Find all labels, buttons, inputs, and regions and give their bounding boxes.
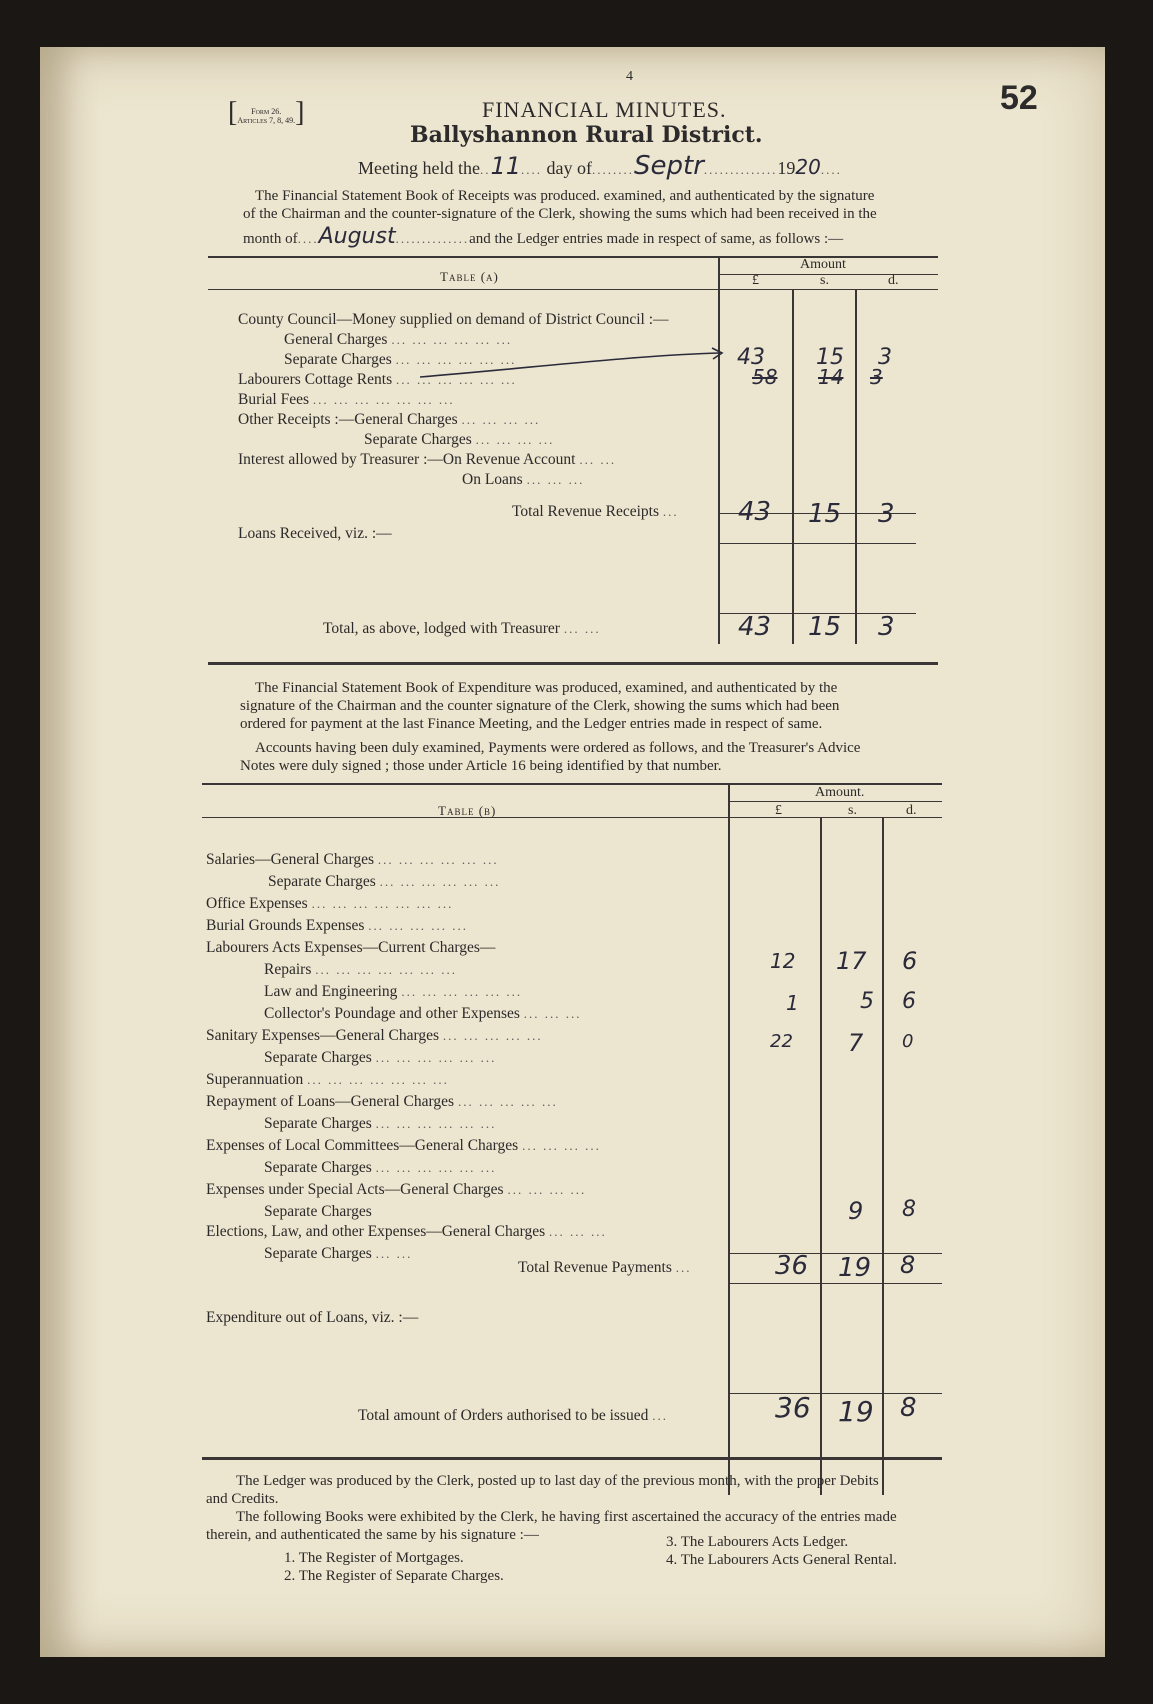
total-lodged-label: Total, as above, lodged with Treasurer ... ... <box>323 620 601 637</box>
expenditure-intro-line5: Notes were duly signed ; those under Article 16 being identified by that number. <box>240 758 722 774</box>
expenditure-intro-line4: Accounts having been duly examined, Payments were ordered as follows, and the Treasurer's Advice <box>255 740 861 756</box>
table-b-amount-header: Amount. <box>815 785 865 800</box>
poundage-shillings: 5 <box>860 989 874 1014</box>
total-orders-pence: 8 <box>900 1393 917 1423</box>
table-a-title: Table (a) <box>440 269 499 284</box>
row-label: Separate Charges <box>268 873 376 890</box>
table-b-header-rule <box>202 817 942 818</box>
book-item-3: 3. The Labourers Acts Ledger. <box>666 1534 849 1550</box>
total-receipts-shillings: 15 <box>808 499 842 529</box>
label: Total Revenue Receipts <box>512 503 659 520</box>
row-general-charges: General Charges ... ... ... ... ... ... <box>284 331 513 348</box>
poundage-pence: 6 <box>902 989 916 1014</box>
table-a-divider-1 <box>718 256 720 644</box>
meeting-line: Meeting held the..11.... day of........Septr..............1920.... <box>358 151 842 181</box>
table-row: Office Expenses ... ... ... ... ... ... ... <box>206 895 454 912</box>
table-row: Separate Charges ... ... ... ... ... ... <box>264 1115 497 1132</box>
table-a-col-d: d. <box>888 273 899 288</box>
total-payments-shillings: 19 <box>838 1253 872 1283</box>
month-value: August <box>318 224 396 249</box>
sanitary-pounds: 22 <box>770 1031 793 1052</box>
row-label: Superannuation <box>206 1071 304 1088</box>
loans-received-label: Loans Received, viz. :— <box>238 525 392 542</box>
label: Other Receipts :—General Charges <box>238 411 458 428</box>
expenditure-intro-line3: ordered for payment at the last Finance Meeting, and the Ledger entries made in respect of same. <box>240 716 823 732</box>
total-payments-pounds: 36 <box>775 1251 809 1281</box>
row-interest-revenue: Interest allowed by Treasurer :—On Revenue Account ... ... <box>238 451 617 468</box>
label: Labourers Cottage Rents <box>238 371 393 388</box>
expenditure-intro-line1: The Financial Statement Book of Expenditure was produced, examined, and authenticated by the <box>255 680 838 696</box>
footer-books-line3: The following Books were exhibited by the Clerk, he having first ascertained the accuracy of the entries made <box>236 1509 897 1525</box>
sep-charges-pence: 3 <box>878 345 892 370</box>
table-a-header-rule <box>208 289 938 290</box>
row-interest-loans: On Loans ... ... ... <box>462 471 585 488</box>
table-row: Separate Charges ... ... ... ... ... ... <box>264 1049 497 1066</box>
row-other-receipts: Other Receipts :—General Charges ... ... ... ... <box>238 411 541 428</box>
table-row: Superannuation ... ... ... ... ... ... ... <box>206 1071 449 1088</box>
table-row: Salaries—General Charges ... ... ... ... ... ... <box>206 851 499 868</box>
sanitary-pence: 0 <box>902 1031 914 1052</box>
table-row: Repairs ... ... ... ... ... ... ... <box>264 961 457 978</box>
table-row: Expenses of Local Committees—General Charges ... ... ... ... <box>206 1137 601 1154</box>
table-b-col-d: d. <box>906 803 917 818</box>
total-lodged-pence: 3 <box>878 612 895 642</box>
row-label: Expenses of Local Committees—General Charges <box>206 1137 519 1154</box>
table-b-col-s: s. <box>848 803 857 818</box>
form-articles: Articles 7, 8, 49. <box>237 115 296 125</box>
sep-charges-shillings: 15 <box>816 345 844 370</box>
row-label: Office Expenses <box>206 895 308 912</box>
row-label: Separate Charges <box>264 1049 372 1066</box>
total-lodged-shillings: 15 <box>808 612 842 642</box>
expenditure-loans-label: Expenditure out of Loans, viz. :— <box>206 1309 419 1326</box>
struck-rents-pence: 3 <box>870 365 883 389</box>
table-b-divider-1 <box>728 783 730 1495</box>
ledger-page <box>40 47 1105 1657</box>
footer-ledger-line2: and Credits. <box>206 1491 279 1507</box>
row-label: Salaries—General Charges <box>206 851 375 868</box>
total-payments-pence: 8 <box>900 1251 916 1279</box>
row-label: Repairs <box>264 961 312 978</box>
row-label: Elections, Law, and other Expenses—General Charges <box>206 1223 546 1240</box>
receipts-intro-line3: month of....August..............and the Ledger entries made in respect of same, as follows :— <box>243 224 844 249</box>
table-row: Elections, Law, and other Expenses—General Charges ... ... ... <box>206 1223 607 1240</box>
row-label: Separate Charges <box>264 1159 372 1176</box>
month-suffix: and the Ledger entries made in respect of same, as follows :— <box>469 231 844 247</box>
sep-charges-pounds: 43 <box>737 345 765 370</box>
special-acts-pence: 8 <box>902 1197 916 1222</box>
table-row: Repayment of Loans—General Charges ... ... ... ... ... <box>206 1093 558 1110</box>
table-a-divider-3 <box>855 290 857 644</box>
table-row: Collector's Poundage and other Expenses ... ... ... <box>264 1005 582 1022</box>
table-row: Expenses under Special Acts—General Charges ... ... ... ... <box>206 1181 587 1198</box>
total-receipts-pounds: 43 <box>738 497 772 527</box>
meeting-year: 20 <box>795 155 821 179</box>
table-row: Sanitary Expenses—General Charges ... ... ... ... ... <box>206 1027 543 1044</box>
row-other-separate: Separate Charges ... ... ... ... <box>364 431 555 448</box>
repairs-pence: 6 <box>902 947 918 975</box>
table-row: Separate Charges ... ... ... ... ... ... <box>268 873 501 890</box>
row-label: Labourers Acts Expenses—Current Charges— <box>206 939 496 956</box>
table-row <box>264 1203 372 1221</box>
label: Separate Charges <box>284 351 392 368</box>
meeting-prefix: Meeting held the <box>358 158 480 178</box>
row-label: Separate Charges <box>264 1203 372 1220</box>
total-receipts-pence: 3 <box>878 499 895 529</box>
struck-rents-pounds: 58 <box>752 365 778 389</box>
page-title: FINANCIAL MINUTES. <box>482 97 727 122</box>
receipts-intro-line2: of the Chairman and the counter-signature of the Clerk, showing the sums which had been received in the <box>243 206 877 222</box>
label: Interest allowed by Treasurer :—On Revenue Account <box>238 451 576 468</box>
total-lodged-pounds: 43 <box>738 612 772 642</box>
receipts-intro-line1: The Financial Statement Book of Receipts was produced. examined, and authenticated by the signature <box>255 188 875 204</box>
total-orders-label: Total amount of Orders authorised to be issued ... <box>358 1407 668 1424</box>
meeting-year-prefix: 19 <box>777 158 796 178</box>
row-label: Collector's Poundage and other Expenses <box>264 1005 520 1022</box>
book-item-4: 4. The Labourers Acts General Rental. <box>666 1552 897 1568</box>
row-cottage-rents: Labourers Cottage Rents ... ... ... ... ... ... <box>238 371 517 388</box>
row-label: Separate Charges <box>264 1245 372 1262</box>
table-a-divider-2 <box>792 290 794 644</box>
row-label: Law and Engineering <box>264 983 398 1000</box>
page-number-small: 4 <box>626 69 633 84</box>
table-b-title: Table (b) <box>438 803 497 818</box>
row-label: Expenses under Special Acts—General Charges <box>206 1181 504 1198</box>
label: Separate Charges <box>364 431 472 448</box>
table-row <box>206 939 495 957</box>
label: Total amount of Orders authorised to be issued <box>358 1407 649 1424</box>
district-name: Ballyshannon Rural District. <box>410 122 763 148</box>
label: General Charges <box>284 331 388 348</box>
special-acts-shillings: 9 <box>848 1197 864 1225</box>
book-item-1: 1. The Register of Mortgages. <box>284 1550 464 1566</box>
table-b-amount-rule <box>730 801 942 802</box>
label: Total, as above, lodged with Treasurer <box>323 620 560 637</box>
total-orders-shillings: 19 <box>838 1395 874 1428</box>
table-b-col-pound: £ <box>775 803 782 818</box>
row-burial-fees: Burial Fees ... ... ... ... ... ... ... <box>238 391 455 408</box>
label: Burial Fees <box>238 391 310 408</box>
row-separate-charges: Separate Charges ... ... ... ... ... ... <box>284 351 517 368</box>
form-reference: [ Form 26. Articles 7, 8, 49.] <box>228 97 305 128</box>
expenditure-intro-line2: signature of the Chairman and the counter signature of the Clerk, showing the sums which had been <box>240 698 840 714</box>
row-county-council: County Council—Money supplied on demand of District Council :— <box>238 311 669 328</box>
repairs-shillings: 17 <box>836 947 867 975</box>
table-row: Burial Grounds Expenses ... ... ... ... ... <box>206 917 469 934</box>
month-prefix: month of <box>243 231 298 247</box>
meeting-day: 11 <box>490 152 522 180</box>
form-number: Form 26. <box>251 106 282 116</box>
table-a-col-pound: £ <box>752 273 759 288</box>
table-row: Separate Charges ... ... ... ... ... ... <box>264 1159 497 1176</box>
row-label: Sanitary Expenses—General Charges <box>206 1027 440 1044</box>
total-revenue-receipts-label: Total Revenue Receipts ... <box>512 503 679 520</box>
table-row: Separate Charges ... ... <box>264 1245 413 1262</box>
poundage-pounds: 1 <box>786 991 799 1015</box>
repairs-pounds: 12 <box>770 949 796 973</box>
total-revenue-payments-label: Total Revenue Payments ... <box>518 1259 692 1276</box>
table-a-col-s: s. <box>820 273 829 288</box>
meeting-mid: day of <box>546 158 592 178</box>
table-b-bottom-rule <box>202 1457 942 1460</box>
table-a-amount-header: Amount <box>800 257 846 272</box>
footer-ledger-line1: The Ledger was produced by the Clerk, posted up to last day of the previous month, with the proper Debits <box>236 1473 879 1489</box>
row-label: Separate Charges <box>264 1115 372 1132</box>
label: Total Revenue Payments <box>518 1259 672 1276</box>
page-number-large: 52 <box>1000 79 1038 117</box>
row-label: Repayment of Loans—General Charges <box>206 1093 455 1110</box>
total-orders-pounds: 36 <box>775 1391 811 1424</box>
row-label: Burial Grounds Expenses <box>206 917 365 934</box>
arrow-stroke <box>420 345 730 385</box>
meeting-month: Septr <box>634 151 704 181</box>
table-b-total-rule-bottom <box>730 1283 942 1284</box>
label: On Loans <box>462 471 523 488</box>
struck-rents-shillings: 14 <box>818 365 844 389</box>
table-a-bottom-rule <box>208 662 938 665</box>
table-a-total-rule-bottom <box>720 543 916 544</box>
book-item-2: 2. The Register of Separate Charges. <box>284 1568 504 1584</box>
table-row: Law and Engineering ... ... ... ... ... ... <box>264 983 523 1000</box>
footer-books-line4: therein, and authenticated the same by his signature :— <box>206 1527 539 1543</box>
sanitary-shillings: 7 <box>848 1029 864 1057</box>
